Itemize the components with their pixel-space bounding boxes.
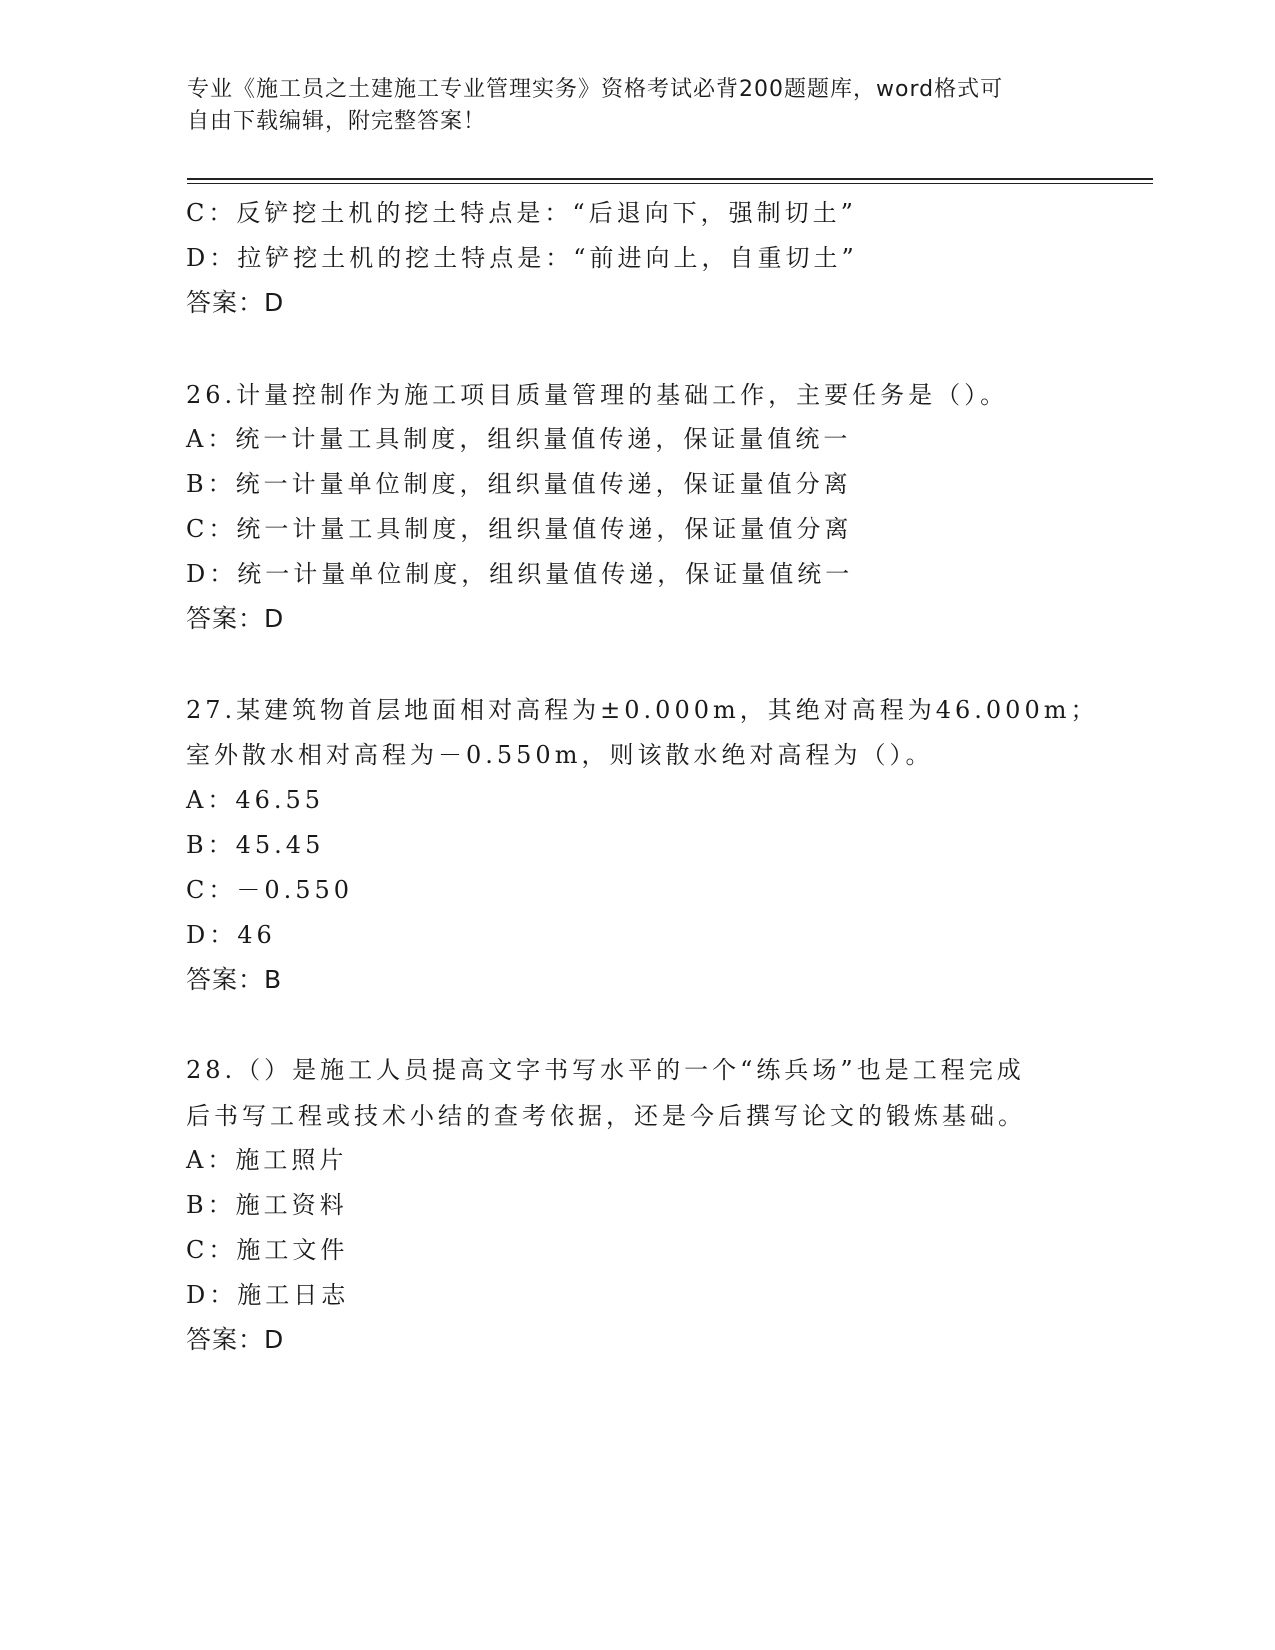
header-title-line-1: 专业《施工员之土建施工专业管理实务》资格考试必背200题题库，word格式可 [187,77,1004,102]
q27-question-line-1: 27.某建筑物首层地面相对高程为±0.000m，其绝对高程为46.000m； [186,696,1099,724]
q26-option-c: C：统一计量工具制度，组织量值传递，保证量值分离 [186,515,853,543]
q28-option-b: B：施工资料 [186,1191,348,1219]
q27-option-d: D：46 [186,921,276,949]
q26-option-b: B：统一计量单位制度，组织量值传递，保证量值分离 [186,470,852,498]
q28-option-d: D：施工日志 [186,1281,350,1309]
q28-answer: 答案：D [186,1325,285,1354]
q25-option-c: C：反铲挖土机的挖土特点是：“后退向下，强制切土” [186,199,857,227]
document-header [187,74,1087,138]
q26-question: 26.计量控制作为施工项目质量管理的基础工作，主要任务是（）。 [186,381,1009,409]
q27-option-c: C：－0.550 [186,876,354,904]
q25-answer: 答案：D [186,288,285,317]
q25-option-d: D：拉铲挖土机的挖土特点是：“前进向上，自重切土” [186,244,858,272]
header-divider-thick [187,178,1153,180]
q26-option-d: D：统一计量单位制度，组织量值传递，保证量值统一 [186,560,854,588]
q28-question-line-2: 后书写工程或技术小结的查考依据，还是今后撰写论文的锻炼基础。 [186,1102,1026,1130]
header-divider-thin [187,183,1153,184]
q28-question-line-1: 28.（）是施工人员提高文字书写水平的一个“练兵场”也是工程完成 [186,1056,1025,1084]
q28-option-a: A：施工照片 [186,1146,348,1174]
q26-option-a: A：统一计量工具制度，组织量值传递，保证量值统一 [186,425,852,453]
q27-question-line-2: 室外散水相对高程为－0.550m，则该散水绝对高程为（）。 [186,741,934,769]
q27-option-a: A：46.55 [186,786,325,814]
q27-answer: 答案：B [186,965,283,994]
q28-option-c: C：施工文件 [186,1236,349,1264]
header-title-line-2: 自由下载编辑，附完整答案！ [187,109,487,134]
q27-option-b: B：45.45 [186,831,325,859]
q26-answer: 答案：D [186,604,285,633]
